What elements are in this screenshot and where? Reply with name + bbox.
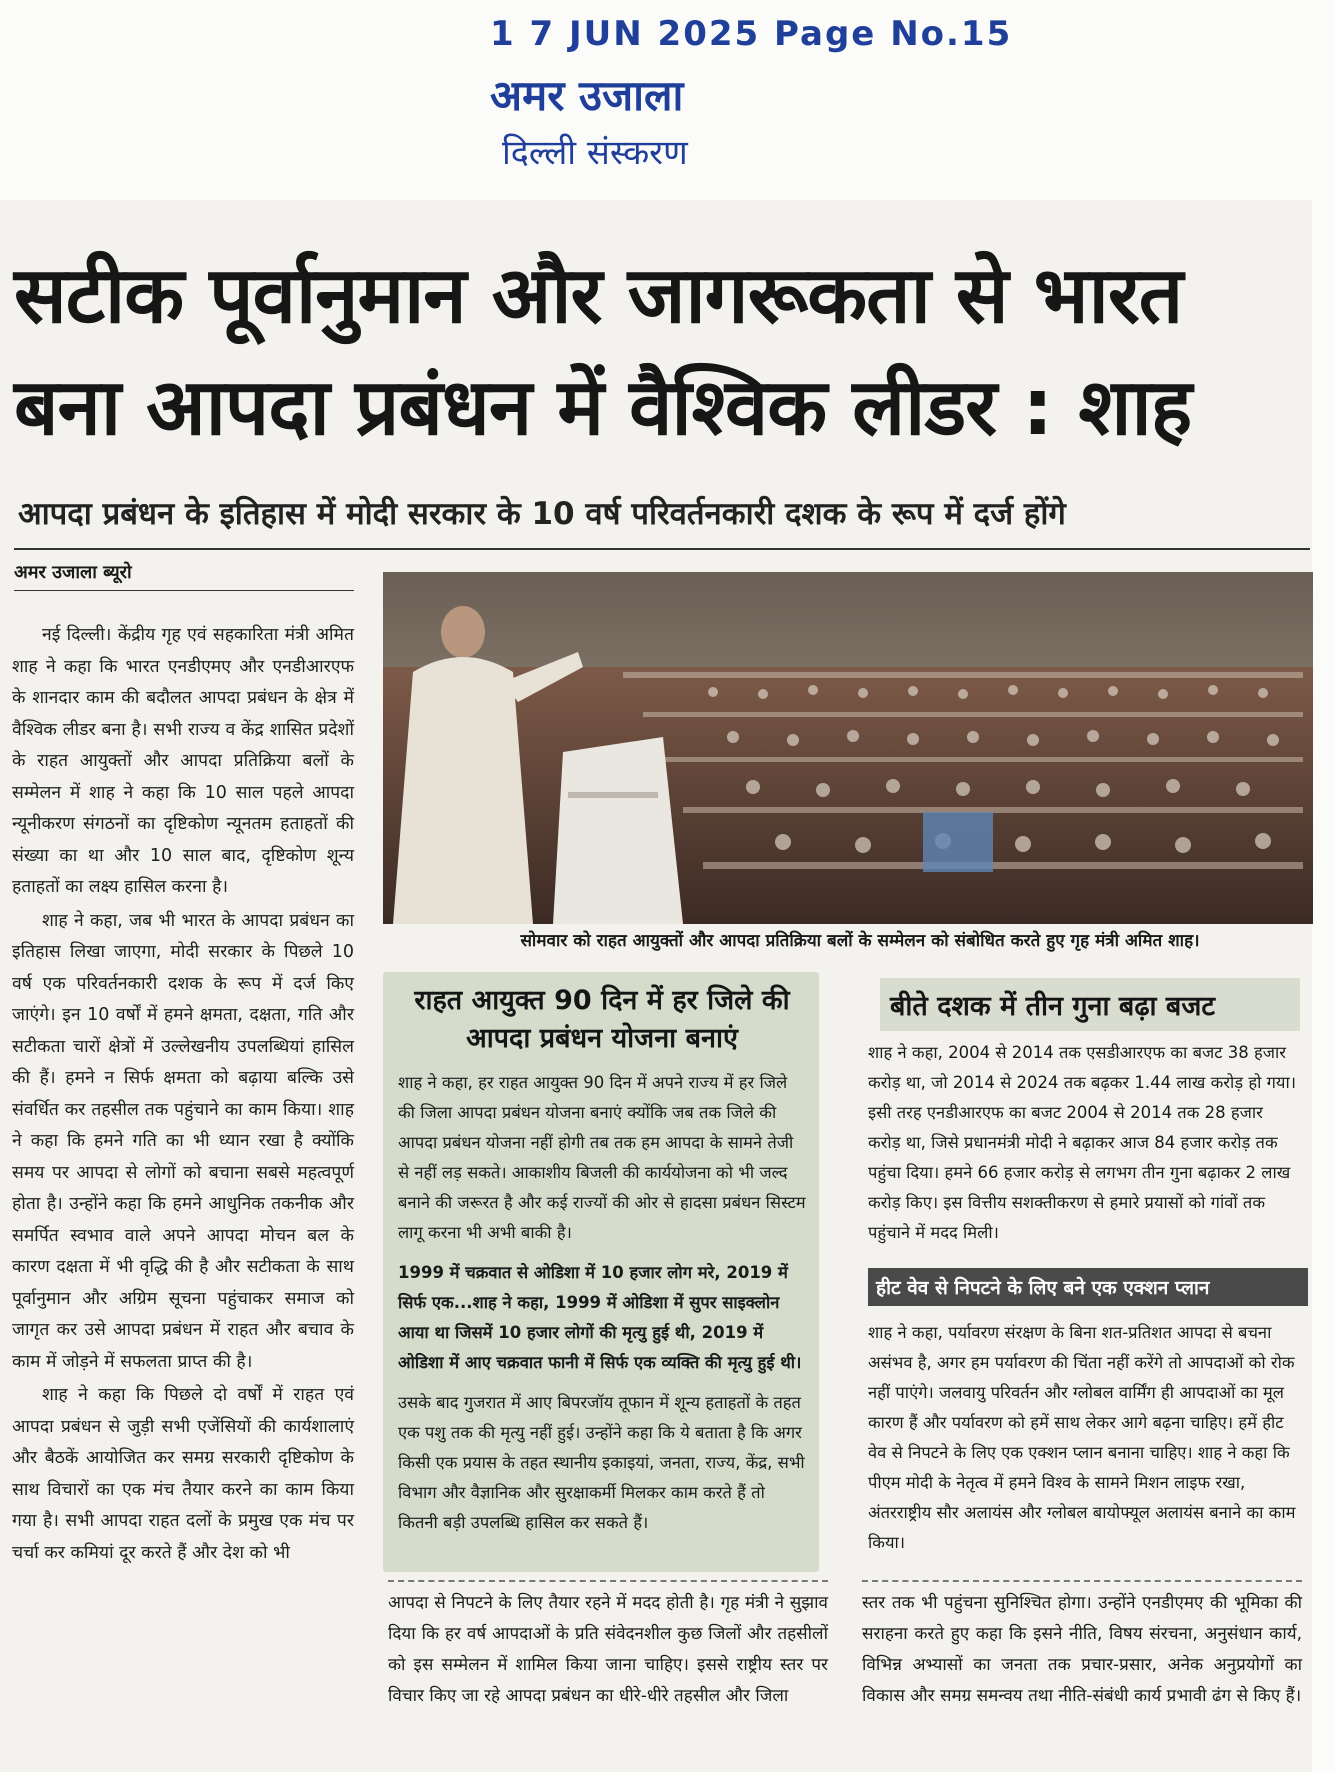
box-subtitle: हीट वेव से निपटने के लिए बने एक एक्शन प्लान <box>868 1268 1308 1306</box>
clipping-date-stamp: 1 7 JUN 2025 Page No.15 <box>490 14 1013 54</box>
byline: अमर उजाला ब्यूरो <box>14 562 132 583</box>
paragraph: शाह ने कहा कि पिछले दो वर्षों में राहत एवं आपदा प्रबंधन से जुड़ी सभी एजेंसियों की कार्यशालाएं और बैठकें आयोजित कर समग्र सरकारी दृष्टिकोण के साथ विचारों का एक मंच तैयार करने का काम किया गया है। सभी आपदा राहत दलों के प्रमुख एक मंच पर चर्चा कर कमियां दूर करते हैं और देश को भी <box>12 1385 354 1563</box>
paragraph: 1999 में चक्रवात से ओडिशा में 10 हजार लोग मरे, 2019 में सिर्फ एक...शाह ने कहा, 1999 में ओडिशा में सुपर साइक्लोन आया था जिसमें 10 हजार लोगों की मृत्यु हुई थी, 2019 में ओडिशा में आए चक्रवात फानी में सिर्फ एक व्यक्ति की मृत्यु हुई थी। <box>398 1263 802 1372</box>
article-column-1 <box>12 620 354 1571</box>
article-column-3: स्तर तक भी पहुंचना सुनिश्चित होगा। उन्होंने एनडीएमए की भूमिका की सराहना करते हुए कहा कि इसने नीति, विषय संरचना, अनुसंधान कार्य, विभिन्न अभ्यासों का जनता तक प्रचार-प्रसार, अनेक अनुप्रयोगों का विकास और समग्र समन्वय तथा नीति-संबंधी कार्य प्रभावी ढंग से किए हैं। <box>862 1593 1302 1706</box>
subheadline: आपदा प्रबंधन के इतिहास में मोदी सरकार के 10 वर्ष परिवर्तनकारी दशक के रूप में दर्ज होंगे <box>18 496 1066 532</box>
divider <box>14 548 1310 550</box>
divider <box>14 590 354 591</box>
divider <box>862 1580 1302 1582</box>
box-body: शाह ने कहा, पर्यावरण संरक्षण के बिना शत-प्रतिशत आपदा से बचना असंभव है, अगर हम पर्यावरण की चिंता नहीं करेंगे तो आपदाओं को रोक नहीं पाएंगे। जलवायु परिवर्तन और ग्लोबल वार्मिंग ही आपदाओं का मूल कारण हैं और पर्यावरण को हमें साथ लेकर आगे बढ़ना चाहिए। हमें हीट वेव से निपटने के लिए एक एक्शन प्लान बनाना चाहिए। शाह ने कहा कि पीएम मोदी के नेतृत्व में हमने विश्व के सामने मिशन लाइफ रखा, अंतरराष्ट्रीय सौर अलायंस और ग्लोबल बायोफ्यूल अलायंस बनाने का काम किया। <box>868 1323 1296 1552</box>
paragraph: उसके बाद गुजरात में आए बिपरजॉय तूफान में शून्य हताहतों के तहत एक पशु तक की मृत्यु नहीं हुई। उन्होंने कहा कि ये बताता है कि अगर किसी एक प्रयास के तहत स्थानीय इकाइयां, जनता, राज्य, केंद्र, सभी विभाग और वैज्ञानिक और सुरक्षाकर्मी मिलकर काम करते हैं तो कितनी बड़ी उपलब्धि हासिल कर सकते हैं। <box>398 1393 805 1532</box>
photo-caption: सोमवार को राहत आयुक्तों और आपदा प्रतिक्रिया बलों के सम्मेलन को संबोधित करते हुए गृह मंत्री अमित शाह। <box>520 931 1200 951</box>
box-title: बीते दशक में तीन गुना बढ़ा बजट <box>880 978 1300 1031</box>
box-body <box>398 1068 808 1548</box>
paragraph: शाह ने कहा, हर राहत आयुक्त 90 दिन में अपने राज्य में हर जिले की जिला आपदा प्रबंधन योजना बनाएं क्योंकि जब तक जिले की आपदा प्रबंधन योजना नहीं होगी तब तक हम आपदा के सामने तेजी से नहीं लड़ सकते। आकाशीय बिजली की कार्ययोजना को भी जल्द बनाने की जरूरत है और कई राज्यों की ओर से हादसा प्रबंधन सिस्टम लागू करना भी अभी बाकी है। <box>398 1073 806 1242</box>
box-body: शाह ने कहा, 2004 से 2014 तक एसडीआरएफ का बजट 38 हजार करोड़ था, जो 2014 से 2024 तक बढ़कर 1.44 लाख करोड़ हो गया। इसी तरह एनडीआरएफ का बजट 2004 से 2014 तक 28 हजार करोड़ था, जिसे प्रधानमंत्री मोदी ने बढ़ाकर आज 84 हजार करोड़ तक पहुंचा दिया। हमने 66 हजार करोड़ से लगभग तीन गुना बढ़ाकर 2 लाख करोड़ किए। इस वित्तीय सशक्तीकरण से हमारे प्रयासों को गांवों तक पहुंचाने में मदद मिली। <box>868 1043 1297 1242</box>
headline: सटीक पूर्वानुमान और जागरूकता से भारत बना आपदा प्रबंधन में वैश्विक लीडर : शाह <box>14 251 1192 453</box>
article-column-2: आपदा से निपटने के लिए तैयार रहने में मदद होती है। गृह मंत्री ने सुझाव दिया कि हर वर्ष आपदाओं के प्रति संवेदनशील कुछ जिलों और तहसीलों को इस सम्मेलन में शामिल किया जाना चाहिए। इससे राष्ट्रीय स्तर पर विचार किए जा रहे आपदा प्रबंधन का धीरे-धीरे तहसील और जिला <box>388 1593 828 1706</box>
divider <box>388 1580 828 1582</box>
paragraph: नई दिल्ली। केंद्रीय गृह एवं सहकारिता मंत्री अमित शाह ने कहा कि भारत एनडीएमए और एनडीआरएफ के शानदार काम की बदौलत आपदा प्रबंधन के क्षेत्र में वैश्विक लीडर बना है। सभी राज्य व केंद्र शासित प्रदेशों के राहत आयुक्तों और आपदा प्रतिक्रिया बलों के सम्मेलन में शाह ने कहा कि 10 साल पहले आपदा न्यूनीकरण संगठनों का दृष्टिकोण न्यूनतम हताहतों की संख्या का था और 10 साल बाद, दृष्टिकोण शून्य हताहतों का लक्ष्य हासिल करना है। <box>12 625 354 897</box>
paragraph: शाह ने कहा, जब भी भारत के आपदा प्रबंधन का इतिहास लिखा जाएगा, मोदी सरकार के पिछले 10 वर्ष एक परिवर्तनकारी दशक के रूप में दर्ज किए जाएंगे। इन 10 वर्षों में हमने क्षमता, दक्षता, गति और सटीकता चारों क्षेत्रों में उल्लेखनीय उपलब्धियां हासिल की हैं। हमने न सिर्फ क्षमता को बढ़ाया बल्कि उसे संवर्धित कर तहसील तक पहुंचाने का काम किया। शाह ने कहा कि हमने गति का भी ध्यान रखा है क्योंकि समय पर आपदा से लोगों को बचाना सबसे महत्वपूर्ण होता है। उन्होंने कहा कि हमने आधुनिक तकनीक और समर्पित स्वभाव वाले अपने आपदा मोचन बल के कारण दक्षता में भी वृद्धि की है और सटीकता के साथ पूर्वानुमान और अग्रिम सूचना पहुंचाकर समाज को जागृत कर उसे आपदा प्रबंधन में राहत और बचाव के काम में जोड़ने में सफलता प्राप्त की है। <box>12 910 355 1372</box>
box-title: राहत आयुक्त 90 दिन में हर जिले की आपदा प्रबंधन योजना बनाएं <box>414 985 790 1054</box>
edition-name: दिल्ली संस्करण <box>502 133 688 173</box>
event-photo <box>383 572 1313 924</box>
conference-hall-image <box>383 572 1313 924</box>
newspaper-name: अमर उजाला <box>490 71 684 120</box>
